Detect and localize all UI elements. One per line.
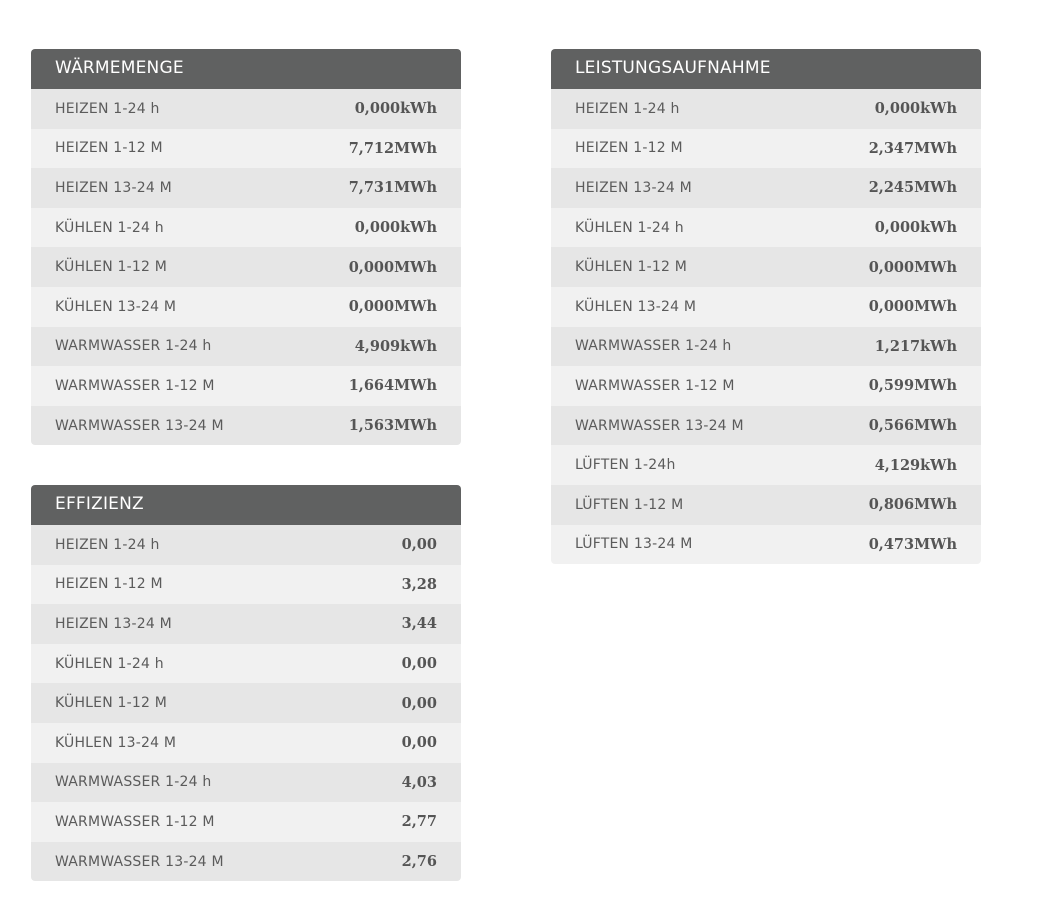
table-row [31,763,461,803]
row-label: KÜHLEN 1-24 h [575,219,684,236]
row-label: KÜHLEN 1-24 h [55,655,164,672]
row-label: WARMWASSER 1-12 M [55,377,215,394]
table-row [551,485,981,525]
row-label: LÜFTEN 1-12 M [575,496,684,513]
panel-title: WÄRMEMENGE [55,58,184,78]
row-value: 0,806MWh [868,496,957,514]
row-value: 0,000MWh [348,258,437,276]
row-value: 0,000kWh [874,100,957,118]
row-value: 4,129kWh [874,456,957,474]
table-row [31,89,461,129]
panel-header [31,485,461,525]
row-value: 2,347MWh [868,139,957,157]
row-value: 0,473MWh [868,535,957,553]
table-row [31,842,461,882]
table-row [31,802,461,842]
row-value: 0,00 [401,655,437,673]
row-value: 3,44 [401,615,437,633]
panel-body [31,525,461,881]
row-value: 1,217kWh [874,337,957,355]
row-label: HEIZEN 1-24 h [55,100,160,117]
table-row [551,247,981,287]
row-label: HEIZEN 1-24 h [55,536,160,553]
row-label: WARMWASSER 1-24 h [55,338,212,355]
row-label: LÜFTEN 1-24h [575,457,676,474]
row-label: HEIZEN 1-12 M [55,140,163,157]
row-label: KÜHLEN 1-24 h [55,219,164,236]
waermemenge-panel [31,49,461,445]
row-label: WARMWASSER 1-24 h [575,338,732,355]
row-label: HEIZEN 1-24 h [575,100,680,117]
row-value: 0,000MWh [868,258,957,276]
table-row [31,723,461,763]
table-row [31,565,461,605]
row-value: 3,28 [401,575,437,593]
row-label: HEIZEN 13-24 M [575,179,692,196]
row-value: 0,00 [401,536,437,554]
table-row [31,208,461,248]
row-label: KÜHLEN 13-24 M [575,298,697,315]
row-label: WARMWASSER 13-24 M [55,417,224,434]
effizienz-panel [31,485,461,881]
row-value: 0,000kWh [874,219,957,237]
table-row [551,89,981,129]
table-row [31,366,461,406]
row-label: KÜHLEN 1-12 M [55,695,168,712]
row-label: WARMWASSER 1-12 M [575,377,735,394]
row-value: 0,000kWh [354,219,437,237]
row-value: 2,245MWh [868,179,957,197]
row-label: WARMWASSER 1-12 M [55,813,215,830]
row-value: 4,03 [401,773,437,791]
row-label: KÜHLEN 13-24 M [55,734,177,751]
table-row [551,168,981,208]
panel-body [551,89,981,564]
table-row [551,525,981,565]
panel-header [31,49,461,89]
row-label: WARMWASSER 13-24 M [575,417,744,434]
row-value: 1,563MWh [348,417,437,435]
panel-title: EFFIZIENZ [55,494,144,514]
row-value: 2,77 [401,813,437,831]
table-row [31,168,461,208]
row-label: KÜHLEN 1-12 M [575,259,688,276]
table-row [31,644,461,684]
row-value: 2,76 [401,853,437,871]
row-label: HEIZEN 1-12 M [575,140,683,157]
row-value: 0,000kWh [354,100,437,118]
row-value: 0,599MWh [868,377,957,395]
row-value: 0,566MWh [868,417,957,435]
row-value: 0,00 [401,734,437,752]
table-row [551,366,981,406]
row-value: 4,909kWh [354,337,437,355]
row-value: 0,000MWh [868,298,957,316]
panel-title: LEISTUNGSAUFNAHME [575,58,771,78]
row-value: 0,000MWh [348,298,437,316]
table-row [551,208,981,248]
table-row [551,406,981,446]
row-label: HEIZEN 1-12 M [55,576,163,593]
panel-body [31,89,461,445]
row-label: KÜHLEN 1-12 M [55,259,168,276]
table-row [31,247,461,287]
panel-header [551,49,981,89]
row-value: 1,664MWh [348,377,437,395]
table-row [31,525,461,565]
table-row [551,327,981,367]
row-label: WARMWASSER 1-24 h [55,774,212,791]
row-label: LÜFTEN 13-24 M [575,536,693,553]
row-value: 7,731MWh [348,179,437,197]
table-row [31,129,461,169]
table-row [31,406,461,446]
row-value: 7,712MWh [348,139,437,157]
table-row [551,287,981,327]
row-label: WARMWASSER 13-24 M [55,853,224,870]
row-value: 0,00 [401,694,437,712]
table-row [551,445,981,485]
row-label: HEIZEN 13-24 M [55,179,172,196]
table-row [31,287,461,327]
leistungsaufnahme-panel [551,49,981,564]
table-row [31,604,461,644]
table-row [551,129,981,169]
table-row [31,327,461,367]
table-row [31,683,461,723]
row-label: KÜHLEN 13-24 M [55,298,177,315]
row-label: HEIZEN 13-24 M [55,615,172,632]
